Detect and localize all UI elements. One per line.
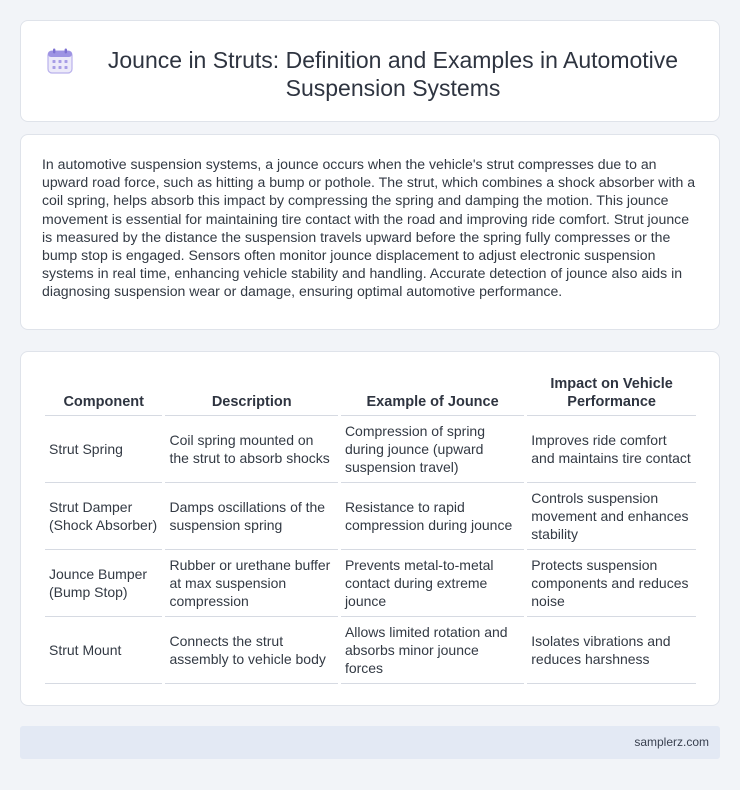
table-row xyxy=(45,550,696,617)
cell-impact: Protects suspension components and reduces noise xyxy=(527,550,696,617)
cell-component: Strut Damper (Shock Absorber) xyxy=(45,483,162,550)
table-row xyxy=(45,416,696,483)
cell-description: Connects the strut assembly to vehicle body xyxy=(165,617,337,684)
footer-site-link[interactable]: samplerz.com xyxy=(634,735,709,749)
table-row xyxy=(45,483,696,550)
cell-description: Damps oscillations of the suspension spring xyxy=(165,483,337,550)
table-card xyxy=(20,351,720,706)
page-title: Jounce in Struts: Definition and Examples in Automotive Suspension Systems xyxy=(107,47,679,101)
cell-example: Resistance to rapid compression during jounce xyxy=(341,483,524,550)
header-card xyxy=(20,20,720,122)
header-component: Component xyxy=(45,374,162,416)
cell-impact: Improves ride comfort and maintains tire contact xyxy=(527,416,696,483)
footer-bar xyxy=(20,726,720,759)
cell-component: Strut Spring xyxy=(45,416,162,483)
cell-description: Rubber or urethane buffer at max suspension compression xyxy=(165,550,337,617)
cell-impact: Isolates vibrations and reduces harshness xyxy=(527,617,696,684)
header-example: Example of Jounce xyxy=(341,374,524,416)
cell-example: Allows limited rotation and absorbs minor jounce forces xyxy=(341,617,524,684)
cell-component: Jounce Bumper (Bump Stop) xyxy=(45,550,162,617)
cell-example: Prevents metal-to-metal contact during extreme jounce xyxy=(341,550,524,617)
components-table xyxy=(42,374,699,684)
intro-paragraph: In automotive suspension systems, a jounce occurs when the vehicle's strut compresses due to an upward road force, such as hitting a bump or pothole. The strut, which combines a shock absorber with a coil spring, helps absorb this impact by compressing the spring and damping the motion. This jounce movement is essential for maintaining tire contact with the road and improving ride comfort. Strut jounce is measured by the distance the suspension travels upward before the spring fully compresses or the bump stop is engaged. Sensors often monitor jounce displacement to adjust electronic suspension systems in real time, enhancing vehicle stability and handling. Accurate detection of jounce also aids in diagnosing suspension wear or damage, ensuring optimal automotive performance. xyxy=(42,156,696,300)
table-row xyxy=(45,617,696,684)
table-header-row xyxy=(45,374,696,416)
cell-impact: Controls suspension movement and enhances stability xyxy=(527,483,696,550)
cell-example: Compression of spring during jounce (upward suspension travel) xyxy=(341,416,524,483)
cell-component: Strut Mount xyxy=(45,617,162,684)
header-description: Description xyxy=(165,374,337,416)
calendar-icon xyxy=(47,48,73,74)
header-impact: Impact on Vehicle Performance xyxy=(527,374,696,416)
intro-card xyxy=(20,134,720,330)
cell-description: Coil spring mounted on the strut to absorb shocks xyxy=(165,416,337,483)
